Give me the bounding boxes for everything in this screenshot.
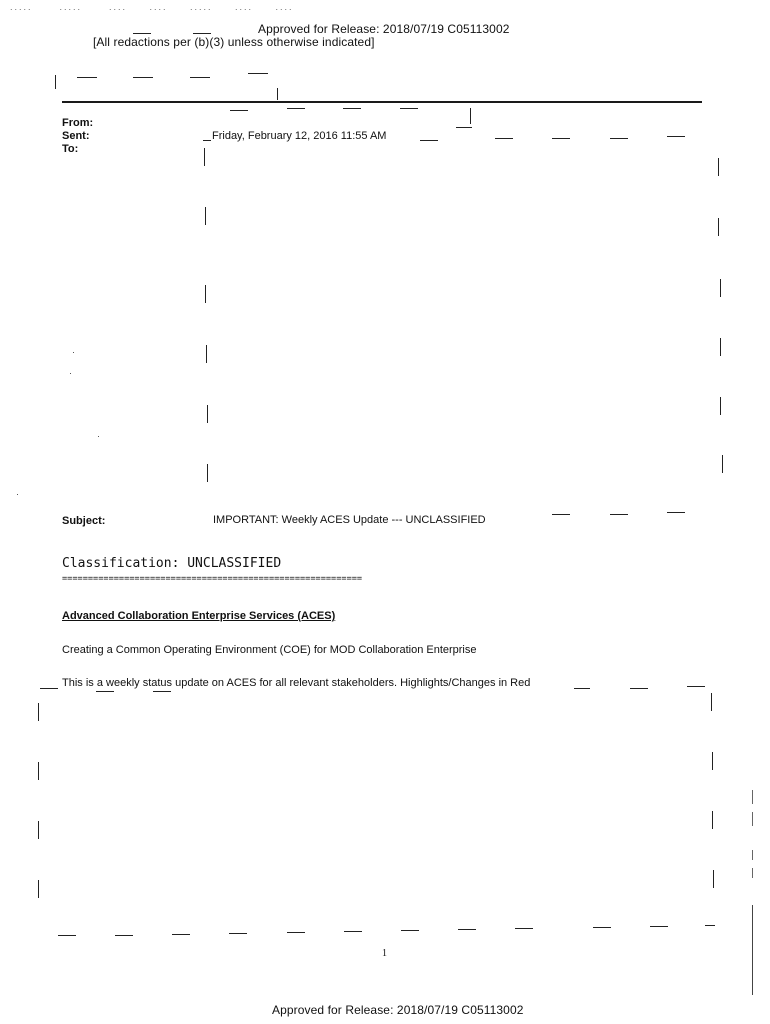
redaction-dash bbox=[343, 108, 361, 109]
redaction-dash bbox=[203, 140, 211, 141]
redaction-bar bbox=[720, 397, 721, 415]
approved-release-footer: Approved for Release: 2018/07/19 C05113002 bbox=[272, 1003, 524, 1017]
redaction-dash bbox=[287, 108, 305, 109]
sent-label: Sent: bbox=[62, 130, 90, 142]
redaction-dash bbox=[420, 140, 438, 141]
aces-subtitle: Creating a Common Operating Environment (COE) for MOD Collaboration Enterprise bbox=[62, 644, 477, 656]
redaction-dash bbox=[458, 929, 476, 930]
scan-edge bbox=[752, 812, 753, 826]
sent-value: Friday, February 12, 2016 11:55 AM bbox=[212, 130, 387, 142]
redaction-bar bbox=[207, 405, 208, 423]
redaction-dash bbox=[230, 110, 248, 111]
intro-text: This is a weekly status update on ACES for all relevant stakeholders. Highlights/Changes in Red bbox=[62, 677, 531, 689]
page-number: 1 bbox=[382, 948, 387, 959]
redaction-dash bbox=[287, 932, 305, 933]
redaction-dash bbox=[593, 927, 611, 928]
redaction-dash bbox=[77, 77, 97, 78]
subject-value: IMPORTANT: Weekly ACES Update --- UNCLASSIFIED bbox=[213, 514, 486, 526]
redaction-bar bbox=[38, 703, 39, 721]
aces-heading: Advanced Collaboration Enterprise Services (ACES) bbox=[62, 610, 336, 622]
redaction-dash bbox=[630, 688, 648, 689]
redaction-bar bbox=[206, 345, 207, 363]
redaction-dash bbox=[400, 108, 418, 109]
scan-marks-top: ..... ..... .... .... ..... .... .... bbox=[10, 2, 294, 12]
redaction-dash bbox=[687, 686, 705, 687]
redaction-dash bbox=[172, 934, 190, 935]
redaction-bar bbox=[38, 762, 39, 780]
redaction-dash bbox=[552, 138, 570, 139]
redaction-dash bbox=[133, 77, 153, 78]
redaction-dash bbox=[574, 688, 590, 689]
scan-edge bbox=[752, 905, 753, 995]
redaction-dash bbox=[552, 514, 570, 515]
from-label: From: bbox=[62, 117, 94, 129]
redaction-dash bbox=[495, 138, 513, 139]
redaction-dash bbox=[190, 77, 210, 78]
scan-edge bbox=[752, 790, 753, 804]
scan-edge bbox=[752, 868, 753, 878]
classification-line: Classification: UNCLASSIFIED bbox=[62, 556, 282, 571]
redaction-bar bbox=[720, 279, 721, 297]
redaction-bar bbox=[712, 752, 713, 770]
separator-line: ========================================================== bbox=[62, 574, 363, 584]
scan-speck bbox=[70, 373, 71, 374]
redaction-bar bbox=[38, 821, 39, 839]
redaction-dash bbox=[650, 926, 668, 927]
redaction-dash bbox=[610, 138, 628, 139]
redaction-dash bbox=[229, 933, 247, 934]
redaction-dash bbox=[153, 691, 171, 692]
redaction-dash bbox=[456, 127, 472, 128]
redaction-bar bbox=[204, 148, 205, 166]
redaction-dash bbox=[705, 925, 715, 926]
redaction-dash bbox=[515, 928, 533, 929]
redaction-dash bbox=[667, 512, 685, 513]
redaction-dash bbox=[401, 930, 419, 931]
redaction-dash bbox=[193, 33, 211, 34]
scan-speck bbox=[98, 436, 99, 437]
redaction-bar bbox=[277, 88, 278, 100]
redaction-bar bbox=[470, 108, 471, 124]
redaction-dash bbox=[248, 73, 268, 74]
redaction-bar bbox=[718, 218, 719, 236]
redactions-note: [All redactions per (b)(3) unless otherwise indicated] bbox=[93, 35, 375, 49]
redaction-bar bbox=[722, 455, 723, 473]
redaction-dash bbox=[115, 935, 133, 936]
redaction-bar bbox=[55, 75, 56, 89]
redaction-dash bbox=[133, 33, 151, 34]
redaction-dash bbox=[96, 691, 114, 692]
redaction-bar bbox=[38, 880, 39, 898]
redaction-dash bbox=[344, 931, 362, 932]
redaction-bar bbox=[205, 285, 206, 303]
redaction-bar bbox=[712, 811, 713, 829]
redaction-bar bbox=[711, 693, 712, 711]
redaction-dash bbox=[667, 136, 685, 137]
scan-edge bbox=[752, 850, 753, 860]
to-label: To: bbox=[62, 143, 79, 155]
redaction-bar bbox=[713, 870, 714, 888]
redaction-bar bbox=[718, 158, 719, 176]
redaction-dash bbox=[610, 514, 628, 515]
redaction-bar bbox=[205, 207, 206, 225]
redaction-bar bbox=[720, 338, 721, 356]
redaction-bar bbox=[207, 464, 208, 482]
redaction-dash bbox=[58, 935, 76, 936]
redaction-dash bbox=[40, 688, 58, 689]
scan-speck bbox=[73, 352, 74, 353]
scan-speck bbox=[17, 494, 18, 495]
approved-release-header: Approved for Release: 2018/07/19 C05113002 bbox=[258, 22, 510, 36]
header-rule bbox=[62, 101, 702, 103]
subject-label: Subject: bbox=[62, 515, 106, 527]
